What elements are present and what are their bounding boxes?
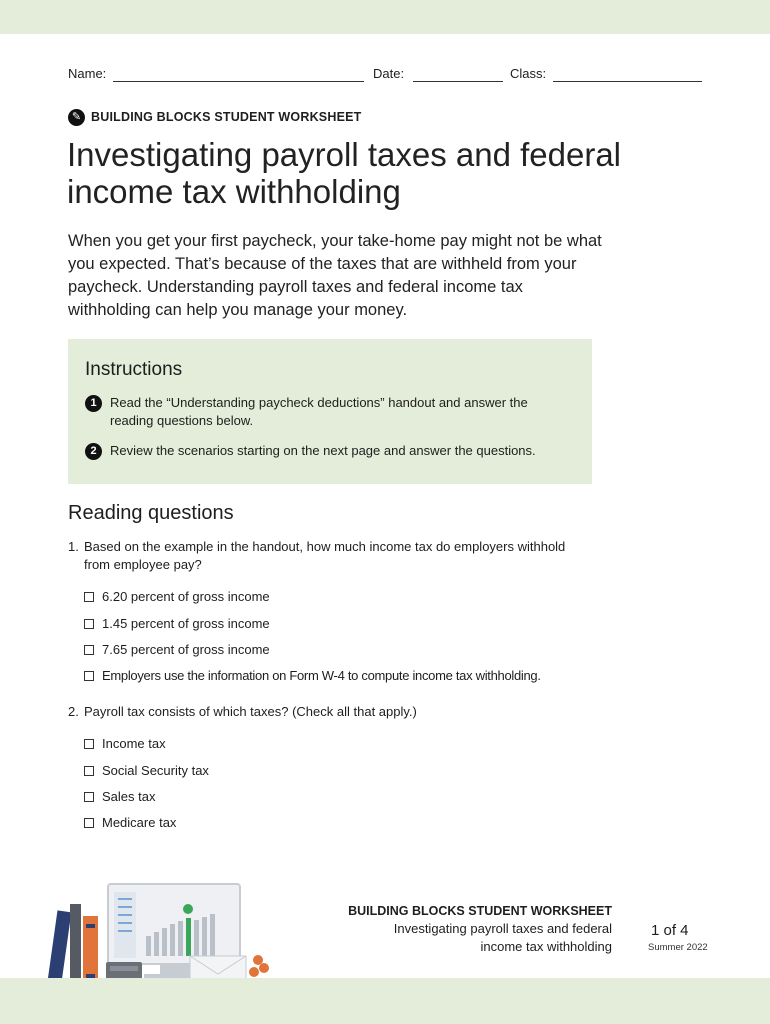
answer-option[interactable] (84, 615, 270, 633)
name-field[interactable] (113, 81, 364, 82)
answer-option[interactable] (84, 588, 270, 606)
class-label: Class: (510, 66, 547, 81)
answer-option[interactable] (84, 762, 209, 780)
reading-questions-title: Reading questions (68, 502, 234, 524)
name-label: Name: (68, 66, 107, 81)
header-fields (68, 66, 702, 86)
option-label: 1.45 percent of gross income (102, 616, 270, 631)
instructions-box (68, 339, 592, 484)
option-label: Sales tax (102, 789, 156, 804)
date-field[interactable] (413, 81, 503, 82)
instructions-title: Instructions (85, 359, 183, 380)
eyebrow-text: BUILDING BLOCKS STUDENT WORKSHEET (91, 110, 362, 124)
class-field[interactable] (553, 81, 702, 82)
answer-option[interactable] (84, 735, 166, 753)
footer-title: BUILDING BLOCKS STUDENT WORKSHEET (348, 904, 612, 918)
question-number: 1. (68, 539, 79, 554)
page-number: 1 of 4 (651, 922, 689, 939)
question-text: Payroll tax consists of which taxes? (Check all that apply.) (84, 704, 417, 719)
checkbox[interactable] (84, 739, 94, 749)
checkbox[interactable] (84, 671, 94, 681)
edition-date: Summer 2022 (648, 942, 708, 953)
checkbox[interactable] (84, 818, 94, 828)
worksheet-eyebrow (68, 108, 362, 126)
option-label: Employers use the information on Form W-4 to compute income tax withholding. (102, 668, 541, 683)
step-text: Read the “Understanding paycheck deductions” handout and answer the reading questions below. (110, 395, 528, 428)
checkbox[interactable] (84, 619, 94, 629)
footer-subtitle-line: income tax withholding (480, 939, 612, 954)
question-2 (68, 703, 628, 721)
instruction-step (85, 394, 555, 430)
bottom-accent-band (0, 978, 770, 1024)
date-label: Date: (373, 66, 405, 81)
footer-title-block (348, 902, 612, 956)
step-number: 1 (85, 395, 102, 412)
question-number: 2. (68, 704, 79, 719)
step-number: 2 (85, 443, 102, 460)
option-label: 7.65 percent of gross income (102, 642, 270, 657)
question-text: Based on the example in the handout, how much income tax do employers withhold from employee pay? (84, 539, 566, 572)
pencil-icon: ✎ (68, 109, 85, 126)
top-accent-band (0, 0, 770, 34)
footer-subtitle-line: Investigating payroll taxes and federal (393, 921, 612, 936)
checkbox[interactable] (84, 645, 94, 655)
page-title: Investigating payroll taxes and federal income tax withholding (67, 136, 622, 210)
answer-option[interactable] (84, 788, 155, 806)
option-label: 6.20 percent of gross income (102, 589, 270, 604)
option-label: Social Security tax (102, 763, 209, 778)
checkbox[interactable] (84, 792, 94, 802)
answer-option[interactable] (84, 667, 541, 685)
option-label: Income tax (102, 736, 166, 751)
question-1 (68, 538, 568, 574)
checkbox[interactable] (84, 592, 94, 602)
answer-option[interactable] (84, 641, 270, 659)
option-label: Medicare tax (102, 815, 177, 830)
intro-paragraph: When you get your first paycheck, your take-home pay might not be what you expected. That’s because of the taxes that are withheld from your paycheck. Understanding payroll taxes and federal income tax withholding can help you manage your money. (68, 232, 602, 319)
answer-option[interactable] (84, 814, 176, 832)
checkbox[interactable] (84, 766, 94, 776)
instruction-step (85, 442, 585, 460)
step-text: Review the scenarios starting on the next page and answer the questions. (110, 443, 536, 458)
